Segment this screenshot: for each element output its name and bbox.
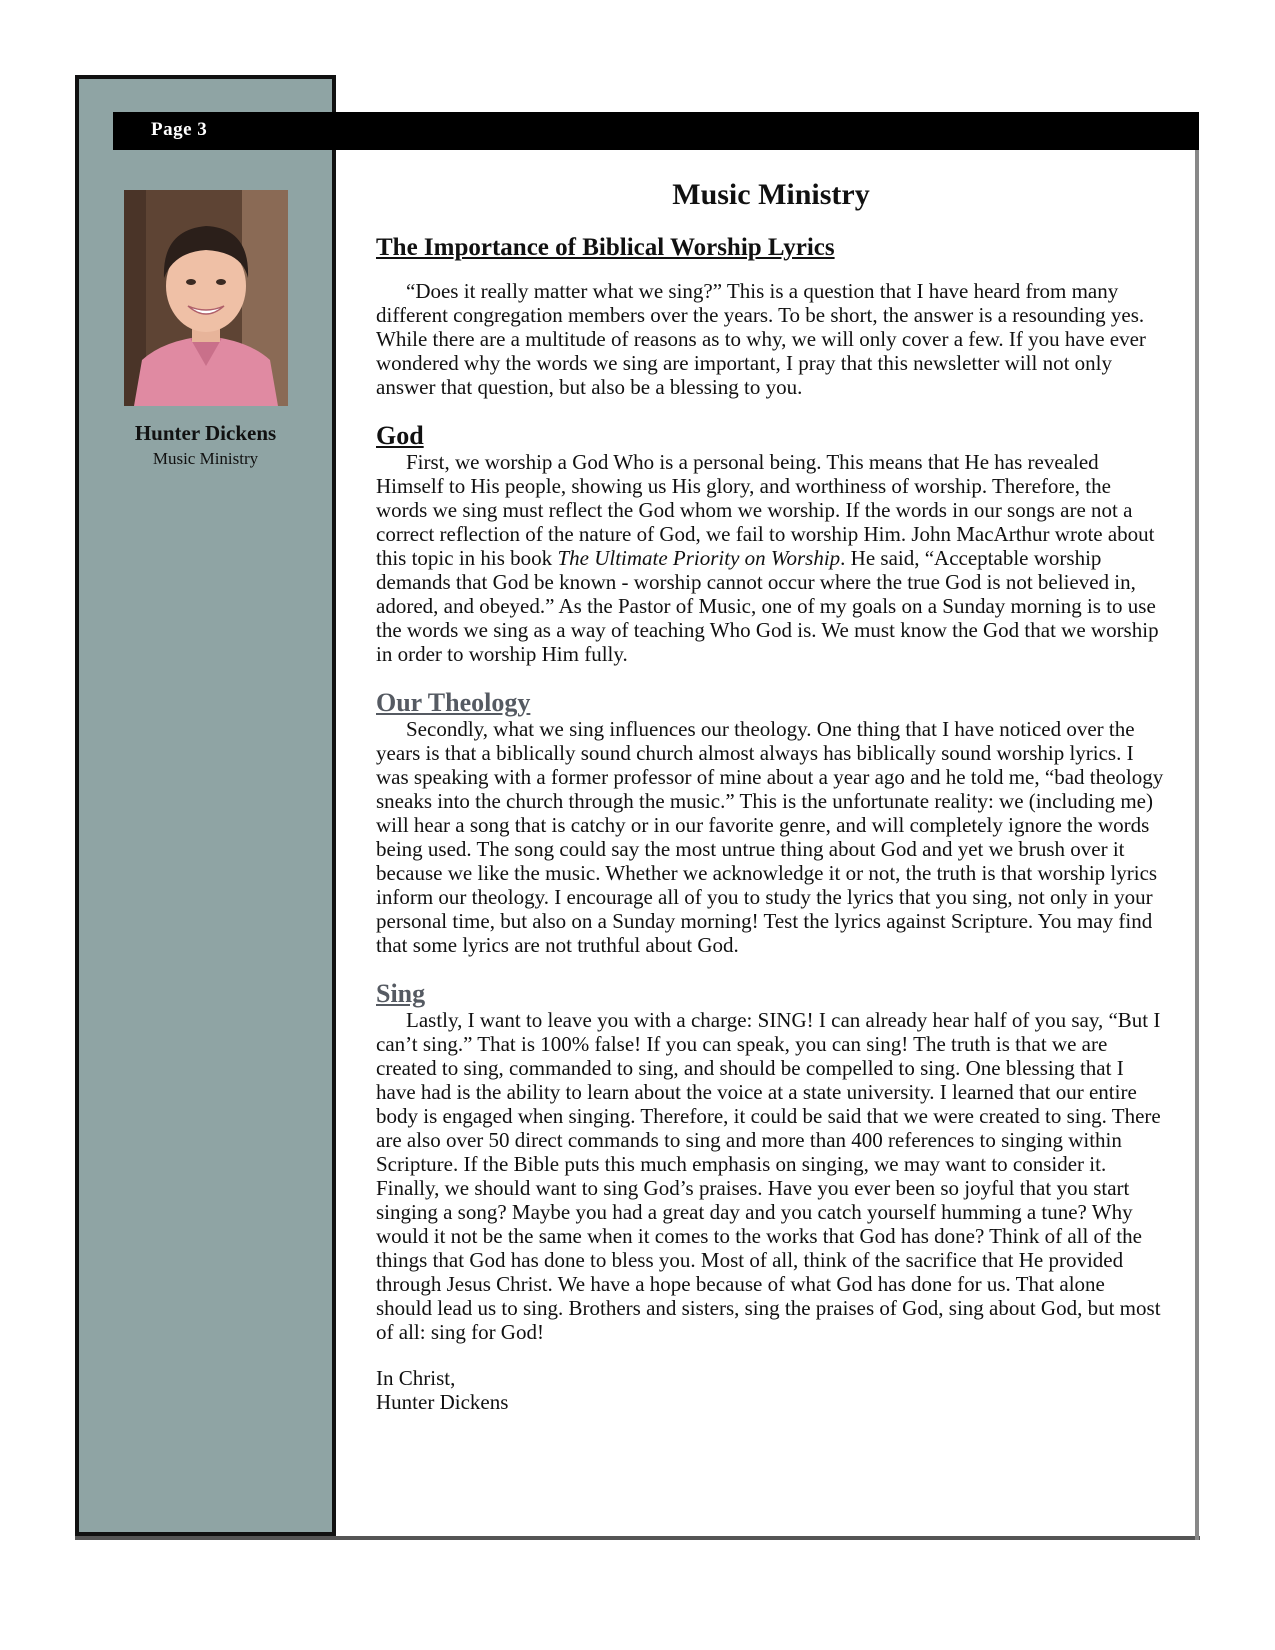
page-frame-bottom (75, 1536, 1200, 1540)
page-frame-right (1195, 112, 1199, 1540)
article-subtitle: The Importance of Biblical Worship Lyrics (376, 234, 835, 261)
page-header-bar (113, 112, 1199, 150)
section-paragraph-god (376, 450, 1166, 666)
author-role: Music Ministry (152, 449, 259, 468)
book-title: The Ultimate Priority on Worship (557, 546, 841, 570)
paragraph-text: First, we worship a God Who is a personal being. This means that He has revealed Himself to His people, showing us His glory, and worthiness of worship. Therefore, the words we sing must reflect the God whom we worship. If the words in our songs are not a correct reflection of the nature of God, we fail to worship Him. John MacArthur wrote about this topic in his book (376, 450, 1155, 570)
page-title: Music Ministry (672, 178, 870, 211)
closing-salutation: In Christ, (376, 1366, 456, 1390)
author-photo (124, 190, 288, 406)
section-heading-our-theology: Our Theology (376, 688, 531, 717)
paragraph-text: . He said, “Acceptable worship demands that God be known - worship cannot occur where the true God is not believed in, adored, and obeyed.” As the Pastor of Music, one of my goals on a Sunday morning is to use the words we sing as a way of teaching Who God is. We must know the God that we worship in order to worship Him fully. (376, 546, 1159, 666)
section-heading-god: God (376, 421, 424, 450)
intro-paragraph: “Does it really matter what we sing?” This is a question that I have heard from many different congregation members over the years. To be short, the answer is a resounding yes. While there are a multitude of reasons as to why, we will only cover a few. If you have ever wondered why the words we sing are important, I pray that this newsletter will not only answer that question, but also be a blessing to you. (376, 279, 1146, 399)
section-heading-sing: Sing (376, 979, 426, 1008)
section-paragraph-sing: Lastly, I want to leave you with a charge: SING! I can already hear half of you say, “But I can’t sing.” That is 100% false! If you can speak, you can sing! The truth is that we are created to sing, commanded to sing, and should be compelled to sing. One blessing that I have had is the ability to learn about the voice at a state university. I learned that our entire body is engaged when singing. Therefore, it could be said that we were created to sing. There are also over 50 direct commands to sing and more than 400 references to singing within Scripture. If the Bible puts this much emphasis on singing, we may want to consider it. Finally, we should want to sing God’s praises. Have you ever been so joyful that you start singing a song? Maybe you had a great day and you catch yourself humming a tune? Why would it not be the same when it comes to the works that God has done? Think of all of the things that God has done to bless you. Most of all, think of the sacrifice that He provided through Jesus Christ. We have a hope because of what God has done for us. That alone should lead us to sing. Brothers and sisters, sing the praises of God, sing about God, but most of all: sing for God! (376, 1008, 1161, 1344)
page-number-label: Page 3 (151, 119, 208, 140)
section-paragraph-our-theology: Secondly, what we sing influences our theology. One thing that I have noticed over the years is that a biblically sound church almost always has biblically sound worship lyrics. I was speaking with a former professor of mine about a year ago and he told me, “bad theology sneaks into the church through the music.” This is the unfortunate reality: we (including me) will hear a song that is catchy or in our favorite genre, and will completely ignore the words being used. The song could say the most untrue thing about God and yet we brush over it because we like the music. Whether we acknowledge it or not, the truth is that worship lyrics inform our theology. I encourage all of you to study the lyrics that you sing, not only in your personal time, but also on a Sunday morning! Test the lyrics against Scripture. You may find that some lyrics are not truthful about God. (376, 717, 1164, 957)
article-body (376, 178, 1166, 1414)
signature: Hunter Dickens (376, 1390, 509, 1414)
author-name: Hunter Dickens (134, 421, 277, 445)
